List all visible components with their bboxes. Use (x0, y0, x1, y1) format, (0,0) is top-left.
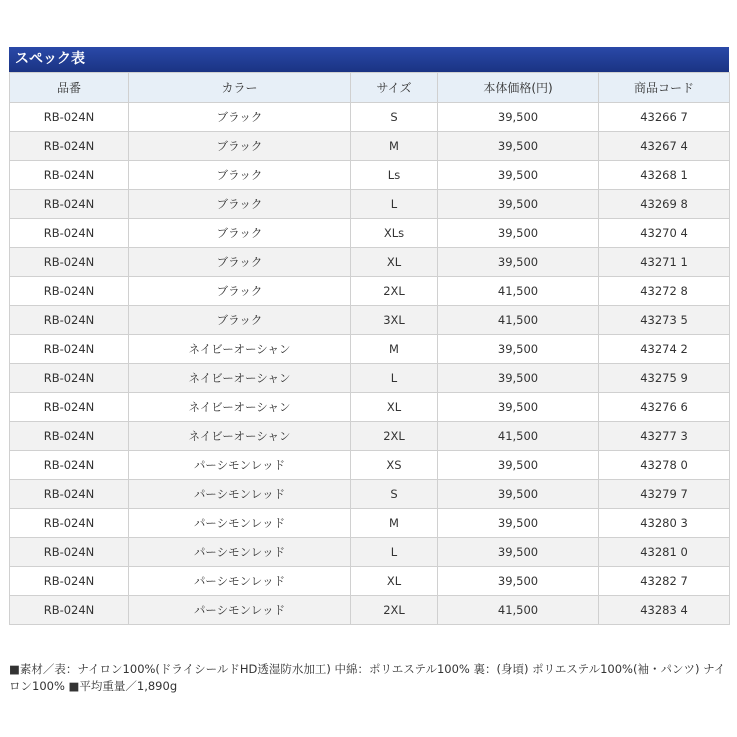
cell-size: M (351, 132, 438, 161)
cell-part-number: RB-024N (10, 480, 129, 509)
table-row (10, 509, 730, 538)
table-row (10, 567, 730, 596)
cell-size: S (351, 480, 438, 509)
cell-color: ネイビーオーシャン (129, 422, 351, 451)
cell-color: パーシモンレッド (129, 451, 351, 480)
cell-size: XLs (351, 219, 438, 248)
cell-product-code: 43268 1 (599, 161, 730, 190)
cell-product-code: 43274 2 (599, 335, 730, 364)
cell-part-number: RB-024N (10, 190, 129, 219)
cell-color: ネイビーオーシャン (129, 364, 351, 393)
cell-product-code: 43277 3 (599, 422, 730, 451)
cell-price: 39,500 (438, 393, 599, 422)
cell-color: ネイビーオーシャン (129, 393, 351, 422)
cell-price: 39,500 (438, 161, 599, 190)
table-row (10, 219, 730, 248)
cell-size: L (351, 538, 438, 567)
header-row (10, 73, 730, 103)
cell-color: ブラック (129, 248, 351, 277)
spec-table-section (9, 47, 729, 625)
cell-price: 41,500 (438, 277, 599, 306)
table-row (10, 103, 730, 132)
table-row (10, 538, 730, 567)
cell-part-number: RB-024N (10, 567, 129, 596)
spec-table (9, 72, 730, 625)
cell-price: 39,500 (438, 451, 599, 480)
cell-product-code: 43267 4 (599, 132, 730, 161)
cell-color: パーシモンレッド (129, 596, 351, 625)
cell-part-number: RB-024N (10, 596, 129, 625)
cell-part-number: RB-024N (10, 248, 129, 277)
cell-price: 39,500 (438, 538, 599, 567)
cell-size: S (351, 103, 438, 132)
cell-part-number: RB-024N (10, 422, 129, 451)
cell-part-number: RB-024N (10, 393, 129, 422)
cell-product-code: 43276 6 (599, 393, 730, 422)
header-cell-part-number: 品番 (10, 73, 129, 103)
table-row (10, 335, 730, 364)
cell-color: パーシモンレッド (129, 538, 351, 567)
cell-size: XS (351, 451, 438, 480)
cell-product-code: 43278 0 (599, 451, 730, 480)
cell-product-code: 43273 5 (599, 306, 730, 335)
spec-table-body (10, 103, 730, 625)
table-row (10, 132, 730, 161)
table-row (10, 306, 730, 335)
spec-table-header (10, 73, 730, 103)
cell-size: 2XL (351, 422, 438, 451)
cell-product-code: 43282 7 (599, 567, 730, 596)
cell-product-code: 43279 7 (599, 480, 730, 509)
cell-part-number: RB-024N (10, 103, 129, 132)
cell-size: 2XL (351, 277, 438, 306)
cell-size: XL (351, 393, 438, 422)
cell-product-code: 43275 9 (599, 364, 730, 393)
cell-color: ブラック (129, 190, 351, 219)
table-row (10, 248, 730, 277)
cell-product-code: 43269 8 (599, 190, 730, 219)
spec-notes: ■素材／表：ナイロン100%(ドライシールドHD透湿防水加工) 中綿：ポリエステル100% 裏：(身頃) ポリエステル100%(袖・パンツ) ナイロン100% ■平均重量／1,890g (9, 662, 726, 693)
cell-size: M (351, 335, 438, 364)
cell-part-number: RB-024N (10, 335, 129, 364)
cell-color: ブラック (129, 161, 351, 190)
cell-price: 39,500 (438, 335, 599, 364)
cell-size: XL (351, 248, 438, 277)
cell-part-number: RB-024N (10, 538, 129, 567)
cell-product-code: 43283 4 (599, 596, 730, 625)
cell-size: M (351, 509, 438, 538)
table-row (10, 451, 730, 480)
table-row (10, 422, 730, 451)
cell-part-number: RB-024N (10, 219, 129, 248)
cell-color: パーシモンレッド (129, 509, 351, 538)
table-row (10, 596, 730, 625)
cell-size: L (351, 364, 438, 393)
cell-part-number: RB-024N (10, 277, 129, 306)
cell-price: 39,500 (438, 509, 599, 538)
table-row (10, 364, 730, 393)
cell-color: ブラック (129, 132, 351, 161)
cell-product-code: 43281 0 (599, 538, 730, 567)
cell-color: ネイビーオーシャン (129, 335, 351, 364)
header-cell-price: 本体価格(円) (438, 73, 599, 103)
cell-product-code: 43271 1 (599, 248, 730, 277)
spec-table-title: スペック表 (9, 47, 729, 72)
cell-product-code: 43270 4 (599, 219, 730, 248)
table-row (10, 277, 730, 306)
table-row (10, 393, 730, 422)
cell-price: 39,500 (438, 103, 599, 132)
cell-price: 41,500 (438, 596, 599, 625)
cell-part-number: RB-024N (10, 509, 129, 538)
cell-price: 39,500 (438, 480, 599, 509)
cell-color: パーシモンレッド (129, 480, 351, 509)
cell-price: 39,500 (438, 364, 599, 393)
cell-price: 41,500 (438, 422, 599, 451)
cell-price: 39,500 (438, 190, 599, 219)
cell-product-code: 43266 7 (599, 103, 730, 132)
cell-color: ブラック (129, 103, 351, 132)
cell-color: ブラック (129, 306, 351, 335)
cell-part-number: RB-024N (10, 132, 129, 161)
cell-part-number: RB-024N (10, 306, 129, 335)
cell-color: ブラック (129, 219, 351, 248)
header-cell-color: カラー (129, 73, 351, 103)
cell-size: 3XL (351, 306, 438, 335)
cell-part-number: RB-024N (10, 161, 129, 190)
cell-product-code: 43280 3 (599, 509, 730, 538)
cell-color: パーシモンレッド (129, 567, 351, 596)
cell-product-code: 43272 8 (599, 277, 730, 306)
cell-price: 39,500 (438, 248, 599, 277)
cell-price: 39,500 (438, 567, 599, 596)
table-row (10, 161, 730, 190)
cell-price: 41,500 (438, 306, 599, 335)
table-row (10, 190, 730, 219)
cell-size: XL (351, 567, 438, 596)
table-row (10, 480, 730, 509)
cell-part-number: RB-024N (10, 451, 129, 480)
cell-size: 2XL (351, 596, 438, 625)
cell-part-number: RB-024N (10, 364, 129, 393)
cell-price: 39,500 (438, 219, 599, 248)
header-cell-product-code: 商品コード (599, 73, 730, 103)
cell-price: 39,500 (438, 132, 599, 161)
header-cell-size: サイズ (351, 73, 438, 103)
cell-size: L (351, 190, 438, 219)
cell-color: ブラック (129, 277, 351, 306)
cell-size: Ls (351, 161, 438, 190)
